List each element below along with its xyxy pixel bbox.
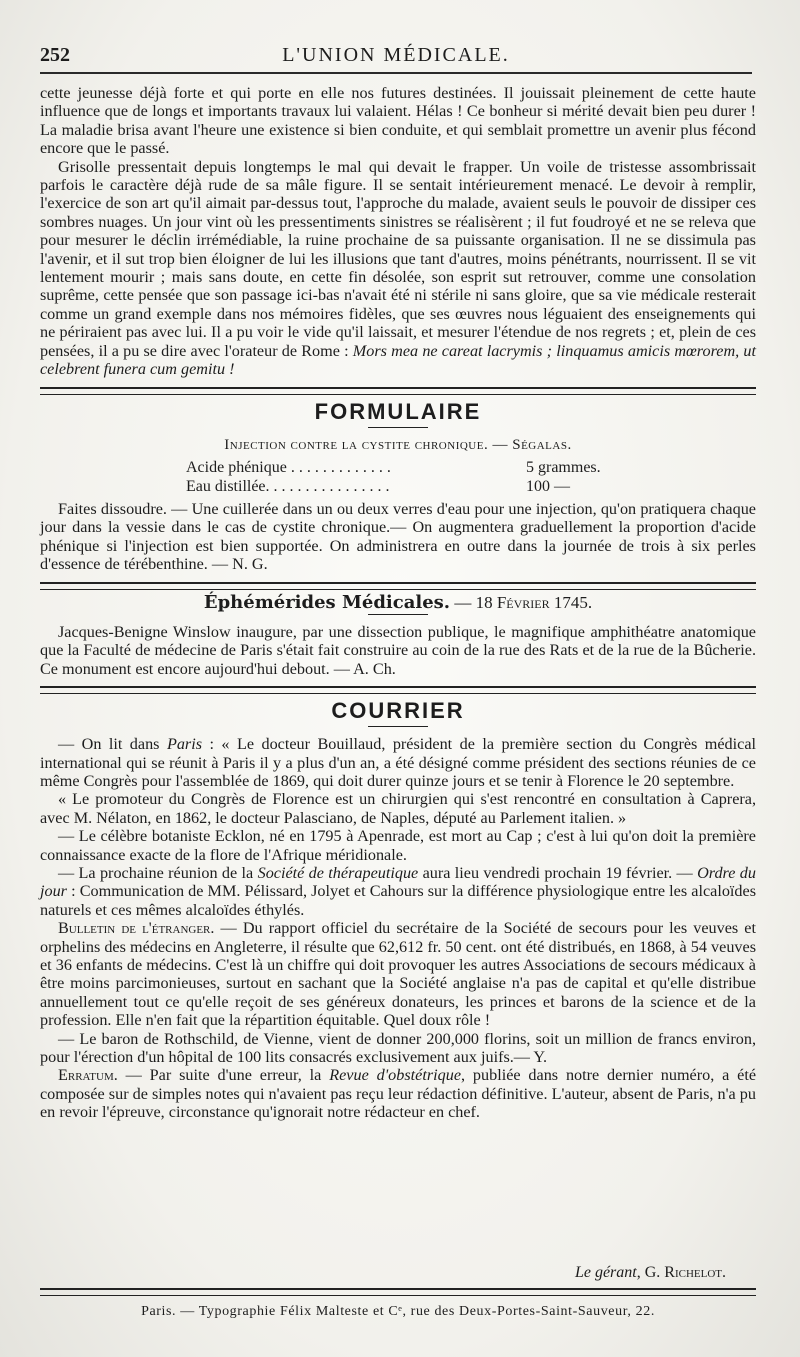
courrier-item-4-agenda: Ordre du jour: [40, 864, 756, 901]
ephemerides-date: — 18 Février 1745.: [454, 592, 593, 612]
courrier-item-3: — Le célèbre botaniste Ecklon, né en 1795 à Apenrade, est mort au Cap ; c'est à lui qu'on doit la première connaissance exacte de la flore de l'Afrique méridionale.: [40, 827, 756, 864]
formula-title-text: Injection contre la cystite chronique. —: [224, 436, 513, 453]
latin-quote: Mors mea ne careat lacrymis ; linquamus amicis mœrorem, ut celebrent funera cum gemitu !: [40, 341, 756, 379]
courrier-item-2: « Le promoteur du Congrès de Florence est un chirurgien qui s'est rencontré en consultation à Caprera, avec M. Nélaton, en 1862, le docteur Palasciano, de Naples, député au Parlement italien. »: [40, 790, 756, 827]
heading-underline: [368, 427, 428, 428]
courrier-item-1-source: Paris: [166, 735, 203, 754]
obituary-section: [40, 84, 756, 379]
ephemerides-title: Éphémérides Médicales.: [203, 591, 451, 613]
ingredient-quantity: 100 —: [526, 477, 570, 495]
signature-label: Le gérant: [574, 1264, 637, 1281]
erratum-pre: — Par suite d'une erreur, la: [117, 1066, 330, 1085]
courrier-item-4: [40, 864, 756, 919]
ingredient-name: Eau distillée. . . . . . . . . . . . . . . .: [186, 477, 390, 495]
erratum-label: Erratum.: [58, 1066, 118, 1085]
printer-imprint: Paris. — Typographie Félix Malteste et Cᵉ, rue des Deux-Portes-Saint-Sauveur, 22.: [141, 1304, 655, 1319]
ingredient-row: [186, 458, 626, 477]
courrier-heading: COURRIER: [331, 698, 465, 724]
obituary-paragraph-2-text: Grisolle pressentait depuis longtemps le mal qui devait le frapper. Un voile de tristesse assombrissait parfois le caractère déjà rude de sa mâle figure. Il se sentait intérieurement menacé. Le devoir à remplir, l'exercice de son art qu'il aimait par-dessus tout, l'approche du malade, avaient seuls le pouvoir de dissiper ces sombres nuages. Un jour vint où les pressentiments sinistres se réalisèrent ; il fut foudroyé et ne se releva que pour mesurer le déclin irrémédiable, la ruine prochaine de sa puissante organisation. Il ne se dissimula pas l'avenir, et il sut trop bien éloigner de lui les illusions que tant d'autres, moins pénétrants, nourrissent. Il se vit lentement mourir ; mais sans doute, en cette fin désolée, son esprit sut retrouver, comme une consolation suprême, cette pensée que son passage ici-bas n'avait été ni stérile ni sans gloire, que sa vie médicale resterait comme un grand exemple dans nos mémoires fidèles, que ses œuvres nous léguaient des enseignements qui ne périraient pas avec lui. Il a pu voir le vide qu'il laissait, et mesurer l'étendue de nos regrets ; et, plein de ces pensées, il a pu se dire avec l'orateur de Rome :: [40, 157, 756, 360]
courrier-item-4-text: : Communication de MM. Pélissard, Jolyet et Cahours sur la différence physiologique entre les alcaloïdes naturels et ces mêmes alcaloïdes éthylés.: [40, 882, 756, 919]
ingredient-name: Acide phénique . . . . . . . . . . . . .: [186, 458, 391, 476]
formula-ingredients: [186, 458, 626, 496]
formula-title: [40, 436, 756, 454]
courrier-item-6: — Le baron de Rothschild, de Vienne, vient de donner 200,000 florins, soit un million de francs environ, pour l'érection d'un hôpital de 100 lits consacrés exclusivement aux juifs.— Y.: [40, 1029, 756, 1067]
erratum-text: , publiée dans notre dernier numéro, a été composée sur de simples notes qui n'avaient pas reçu leur rédaction définitive. L'auteur, absent de Paris, n'a pu en revoir l'épreuve, circonstance qu'ignorait notre rédacteur en chef.: [40, 1066, 757, 1122]
heading-underline: [368, 726, 428, 727]
ephemerides-section: [40, 591, 756, 679]
obituary-paragraph-2: [40, 158, 756, 379]
formulaire-section: [40, 399, 756, 574]
ephemerides-text: Jacques-Benigne Winslow inaugure, par une dissection publique, le magnifique amphithéatre anatomique que la Faculté de médecine de Paris s'était fait construire au coin de la rue des Rats et de la rue de la Bûcherie. Ce monument est encore aujourd'hui debout. — A. Ch.: [40, 622, 756, 678]
signature: [40, 1264, 756, 1282]
formula-instructions: Faites dissoudre. — Une cuillerée dans un ou deux verres d'eau pour une injection, qu'on pratiquera chaque jour dans la vessie dans le cas de cystite chronique.— On augmentera graduellement la proportion d'acide phénique si l'injection est bien supportée. On administrera en outre dans la journée de trois à six perles d'essence de térébenthine. — N. G.: [40, 499, 756, 574]
formula-author: Ségalas.: [512, 436, 572, 453]
page-number: 252: [40, 44, 70, 66]
section-divider: [40, 582, 756, 590]
courrier-item-5-text: — Du rapport officiel du secrétaire de la Société de secours pour les veuves et orphelins des médecins en Angleterre, il résulte que 62,612 fr. 50 cent. ont été distribués, en 1868, à 54 veuves et 36 enfants de médecins. C'est là un chiffre qui doit provoquer les autres Associations de secours médicaux à être moins parcimonieuses, surtout en sachant que la Société anglaise n'a pas de capital et qu'elle distribue annuellement tout ce qu'elle reçoit de ses généreux donateurs, les princes et barons de la science et de la profession. Elle n'en fait que la répartition équitable. Quel doux rôle !: [40, 919, 756, 1030]
page-footer: [40, 1264, 756, 1320]
journal-title: L'UNION MÉDICALE.: [282, 44, 510, 66]
header-rule: [40, 72, 752, 74]
heading-underline: [368, 614, 428, 615]
footer-rule: [40, 1288, 756, 1296]
erratum-journal: Revue d'obstétrique: [329, 1066, 462, 1085]
ingredient-quantity: 5 grammes.: [526, 458, 601, 476]
courrier-item-1: [40, 735, 756, 790]
courrier-item-4-society: Société de thérapeutique: [257, 864, 419, 882]
courrier-item-7: [40, 1066, 756, 1121]
courrier-item-5-label: Bulletin de l'étranger.: [58, 919, 215, 938]
formulaire-heading: FORMULAIRE: [314, 398, 482, 424]
signature-name: , G. Richelot.: [636, 1264, 726, 1281]
courrier-item-5: [40, 919, 756, 1029]
courrier-item-1-pre: — On lit dans: [58, 735, 167, 754]
courrier-item-1-text: : « Le docteur Bouillaud, président de la première section du Congrès médical international qui se réunit à Paris il y a plus d'un an, a été désigné comme président des sections réunies de ce même Congrès pour l'assemblée de 1869, qui doit durer quinze jours et se tenir à Florence le 20 septembre.: [40, 735, 757, 790]
obituary-paragraph-1: cette jeunesse déjà forte et qui porte en elle nos futures destinées. Il jouissait pleinement de cette haute influence que de longs et importants travaux lui valaient. Hélas ! Ce bonheur si mérité devait bien peu durer ! La maladie brisa avant l'heure une existence si bien conduite, et qui semblait promettre un avenir plus fécond encore que le passé.: [40, 84, 756, 158]
page-content: [40, 84, 756, 1122]
ingredient-row: [186, 477, 626, 496]
page-header: [40, 38, 752, 72]
section-divider: [40, 686, 756, 694]
section-divider: [40, 387, 756, 395]
courrier-item-4-mid: aura lieu vendredi prochain 19 février. —: [418, 864, 698, 882]
courrier-item-4-pre: — La prochaine réunion de la: [58, 864, 258, 882]
ephemerides-heading: [40, 591, 756, 613]
courrier-section: [40, 698, 756, 1122]
